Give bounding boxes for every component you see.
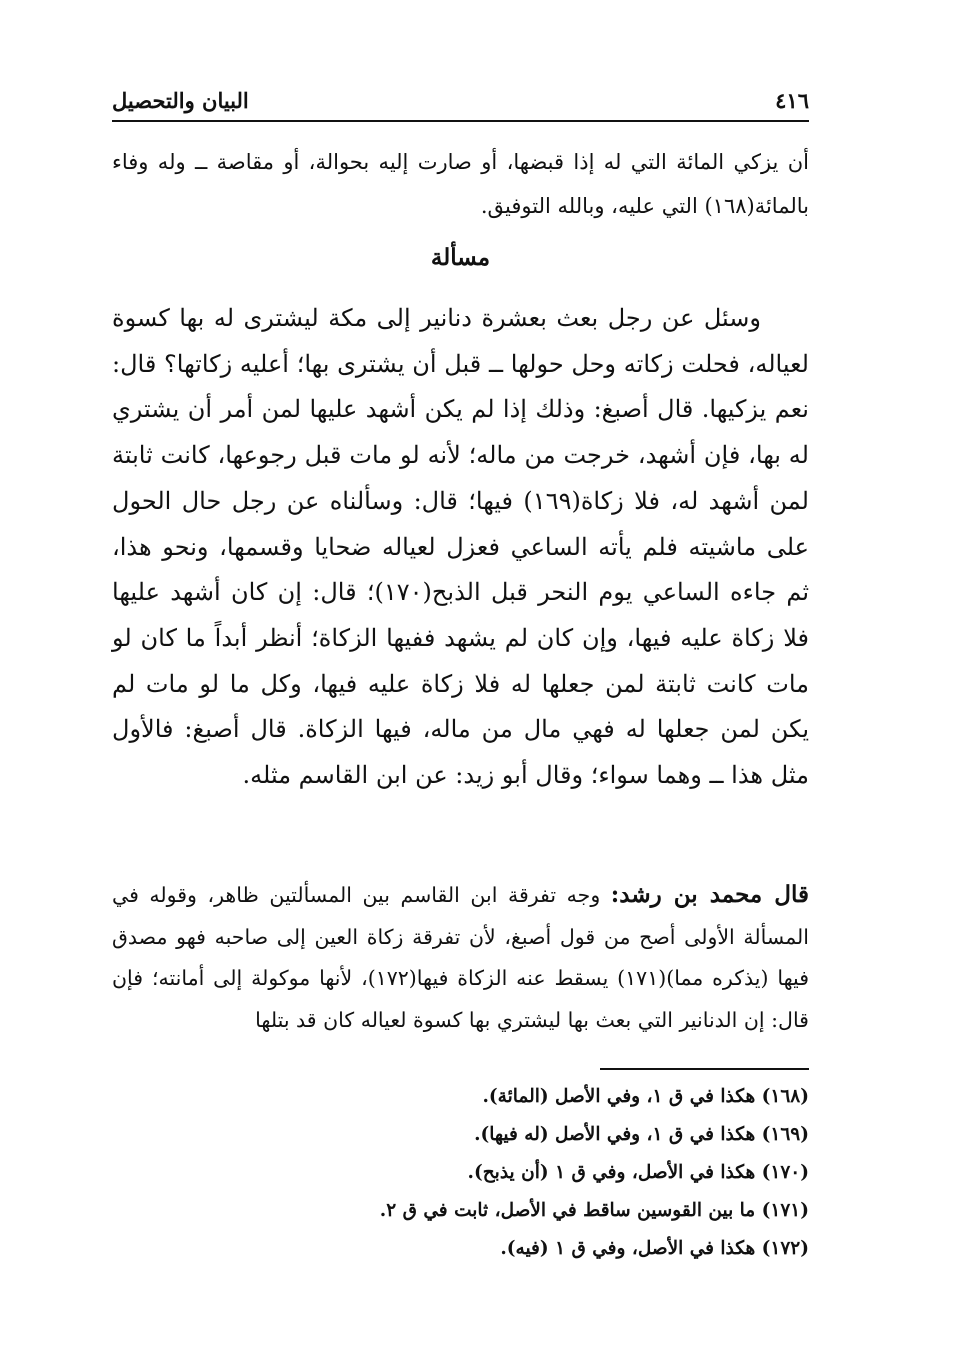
footnote-170: (١٧٠) هكذا في الأصل، وفي ق ١ (أن يذبح).	[467, 1162, 809, 1183]
page-header	[112, 84, 809, 122]
page-number: ٤١٦	[775, 88, 809, 113]
running-title: البيان والتحصيل	[112, 88, 249, 113]
footnote-168: (١٦٨) هكذا في ق ١، وفي الأصل (المائة).	[482, 1086, 809, 1107]
footnotes-list	[112, 1078, 809, 1268]
intro-paragraph: أن يزكي المائة التي له إذا قبضها، أو صارت إليه بحوالة، أو مقاصة ــ وله وفاء بالمائة(١٦٨) التي عليه، وبالله التوفيق.	[112, 150, 809, 218]
commentary-text: وجه تفرقة ابن القاسم بين المسألتين ظاهر، وقوله في المسألة الأولى أصح من قول أصبغ، لأن تفرقة زكاة العين إلى صاحبه فهو مصدق فيها (يذكره مما)(١٧١) يسقط عنه الزكاة فيها(١٧٢)، لأنها موكولة إلى أمانته؛ فإن قال: إن الدنانير التي بعث بها ليشتري بها كسوة لعياله كان قد بتلها	[112, 883, 809, 1032]
commentary-speaker: قال محمد بن رشد:	[610, 881, 809, 908]
footnote-separator	[600, 1068, 809, 1070]
footnote-169: (١٦٩) هكذا في ق ١، وفي الأصل (له فيها).	[474, 1124, 809, 1145]
footnote-171: (١٧١) ما بين القوسين ساقط في الأصل، ثابت في ق ٢.	[379, 1200, 809, 1221]
commentary-paragraph	[112, 874, 809, 1041]
section-heading: مسألة	[430, 244, 491, 271]
main-paragraph: وسئل عن رجل بعث بعشرة دنانير إلى مكة ليشترى له بها كسوة لعياله، فحلت زكاته وحل حولها ــ قبل أن يشترى بها؛ أعليه زكاتها؟ قال: نعم يزكيها. قال أصبغ: وذلك إذا لم يكن أشهد عليها لمن أمر أن يشتري له بها، فإن أشهد، خرجت من ماله؛ لأنه لو مات قبل رجوعها، كانت ثابتة لمن أشهد له، فلا زكاة(١٦٩) فيها؛ قال: وسألناه عن رجل حال الحول على ماشيته فلم يأته الساعي فعزل لعياله ضحايا وقسمها، ونحو هذا، ثم جاءه الساعي يوم النحر قبل الذبح(١٧٠)؛ قال: إن كان أشهد عليها فلا زكاة عليه فيها، وإن كان لم يشهد ففيها الزكاة؛ أنظر أبداً ما كان لو مات كانت ثابتة لمن جعلها له فلا زكاة عليه فيها، وكل ما لو مات لم يكن لمن جعلها له فهي مال من ماله، فيها الزكاة. قال أصبغ: فالأول مثل هذا ــ وهما سواء؛ وقال أبو زيد: عن ابن القاسم مثله.	[112, 304, 810, 790]
footnote-172: (١٧٢) هكذا في الأصل، وفي ق ١ (فيه).	[500, 1238, 809, 1259]
